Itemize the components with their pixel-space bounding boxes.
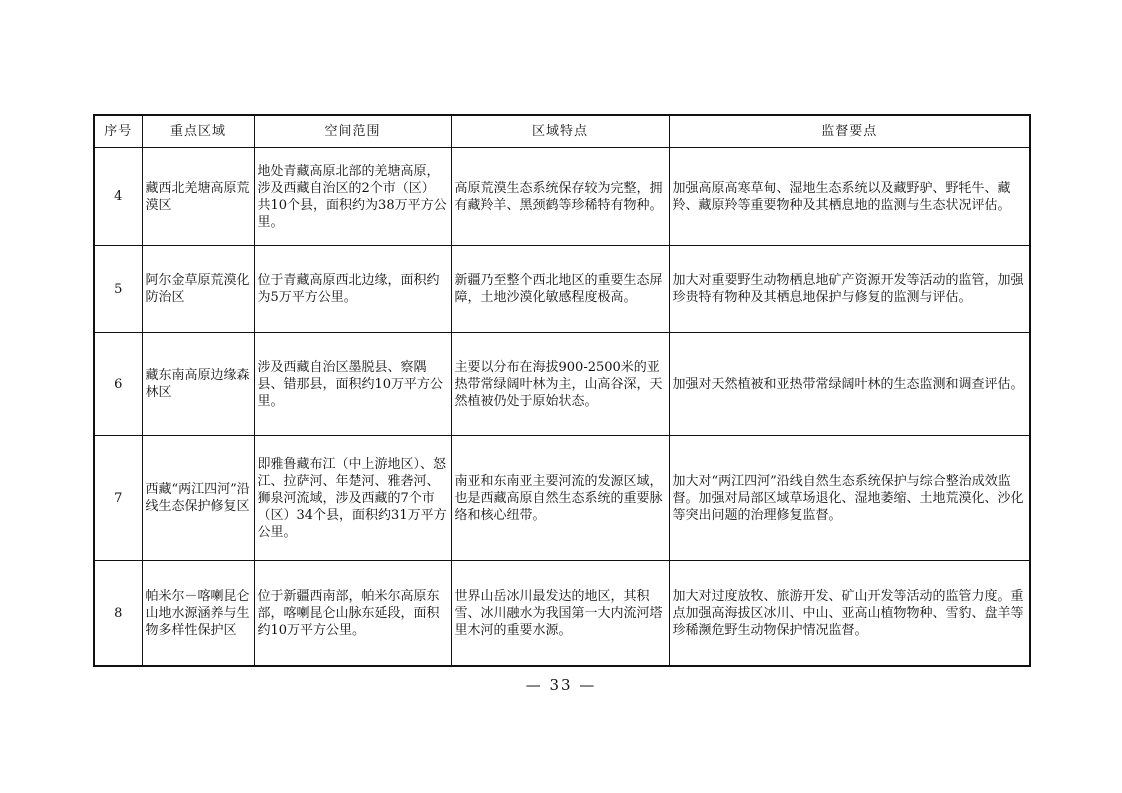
row-region: 帕米尔－喀喇昆仑山地水源涵养与生物多样性保护区 — [142, 561, 254, 667]
row-region: 西藏“两江四河”沿线生态保护修复区 — [142, 436, 254, 561]
row-region: 阿尔金草原荒漠化防治区 — [142, 246, 254, 333]
page-number: — 33 — — [525, 676, 597, 694]
header-supervision: 监督要点 — [669, 115, 1030, 148]
row-index: 5 — [94, 246, 142, 333]
header-characteristics: 区域特点 — [451, 115, 669, 148]
row-supervision: 加大对过度放牧、旅游开发、矿山开发等活动的监管力度。重点加强高海拔区冰川、中山、亚高山植物物种、雪豹、盘羊等珍稀濒危野生动物保护情况监督。 — [669, 561, 1030, 667]
table-header-row — [94, 115, 1030, 148]
row-characteristics: 南亚和东南亚主要河流的发源区域，也是西藏高原自然生态系统的重要脉络和核心纽带。 — [451, 436, 669, 561]
row-characteristics: 高原荒漠生态系统保存较为完整，拥有藏羚羊、黑颈鹤等珍稀特有物种。 — [451, 148, 669, 246]
row-supervision: 加强高原高寒草甸、湿地生态系统以及藏野驴、野牦牛、藏羚、藏原羚等重要物种及其栖息地的监测与生态状况评估。 — [669, 148, 1030, 246]
row-supervision: 加大对重要野生动物栖息地矿产资源开发等活动的监管，加强珍贵特有物种及其栖息地保护与修复的监测与评估。 — [669, 246, 1030, 333]
row-scope: 即雅鲁藏布江（中上游地区）、怒江、拉萨河、年楚河、雅砻河、狮泉河流域，涉及西藏的7个市（区）34个县，面积约31万平方公里。 — [254, 436, 451, 561]
header-region: 重点区域 — [142, 115, 254, 148]
key-regions-table — [93, 114, 1031, 667]
row-index: 8 — [94, 561, 142, 667]
row-supervision: 加强对天然植被和亚热带常绿阔叶林的生态监测和调查评估。 — [669, 333, 1030, 436]
row-characteristics: 主要以分布在海拔900-2500米的亚热带常绿阔叶林为主，山高谷深，天然植被仍处于原始状态。 — [451, 333, 669, 436]
header-index: 序号 — [94, 115, 142, 148]
header-scope: 空间范围 — [254, 115, 451, 148]
table-row — [94, 333, 1030, 436]
row-region: 藏西北羌塘高原荒漠区 — [142, 148, 254, 246]
row-supervision: 加大对“两江四河”沿线自然生态系统保护与综合整治成效监督。加强对局部区域草场退化、湿地萎缩、土地荒漠化、沙化等突出问题的治理修复监督。 — [669, 436, 1030, 561]
table-row — [94, 148, 1030, 246]
row-characteristics: 世界山岳冰川最发达的地区，其积雪、冰川融水为我国第一大内流河塔里木河的重要水源。 — [451, 561, 669, 667]
row-scope: 位于青藏高原西北边缘，面积约为5万平方公里。 — [254, 246, 451, 333]
table-row — [94, 436, 1030, 561]
row-index: 4 — [94, 148, 142, 246]
table-row — [94, 561, 1030, 667]
row-scope: 涉及西藏自治区墨脱县、察隅县、错那县，面积约10万平方公里。 — [254, 333, 451, 436]
row-scope: 地处青藏高原北部的羌塘高原，涉及西藏自治区的2个市（区）共10个县，面积约为38万平方公里。 — [254, 148, 451, 246]
row-index: 6 — [94, 333, 142, 436]
row-scope: 位于新疆西南部，帕米尔高原东部，喀喇昆仑山脉东延段，面积约10万平方公里。 — [254, 561, 451, 667]
row-region: 藏东南高原边缘森林区 — [142, 333, 254, 436]
row-index: 7 — [94, 436, 142, 561]
row-characteristics: 新疆乃至整个西北地区的重要生态屏障，土地沙漠化敏感程度极高。 — [451, 246, 669, 333]
table-row — [94, 246, 1030, 333]
